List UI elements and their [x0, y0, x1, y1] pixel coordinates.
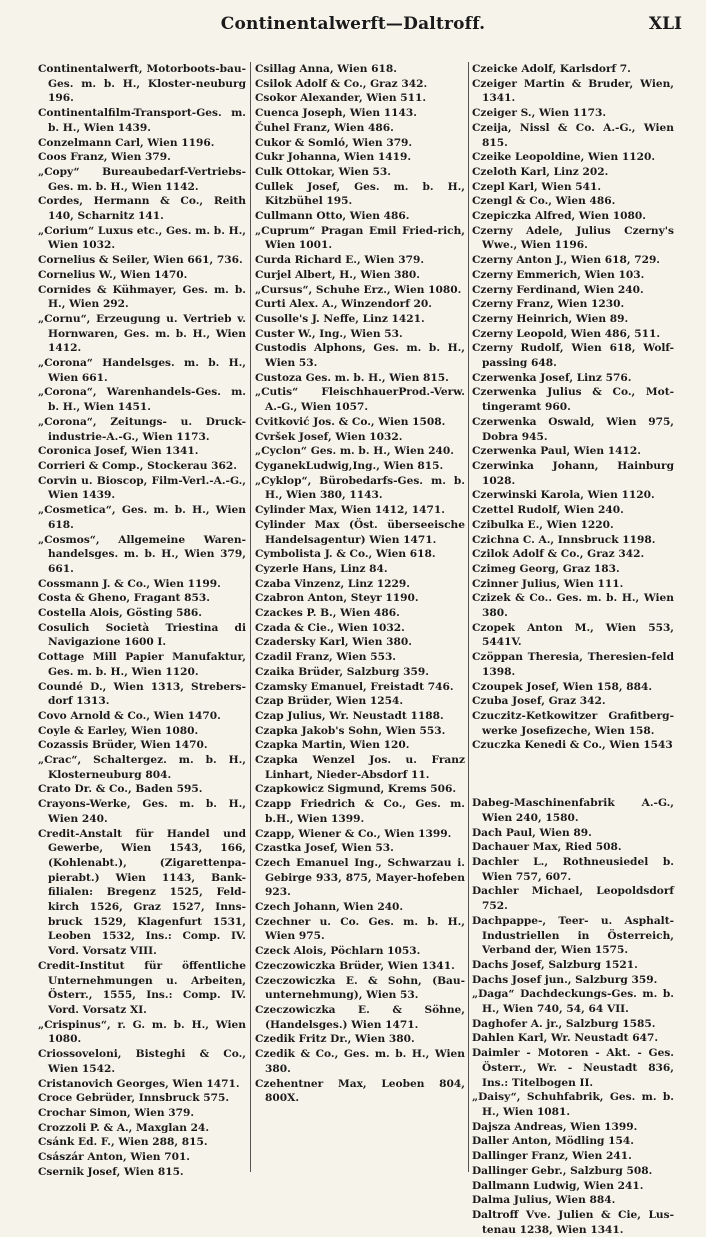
directory-entry: Czech Emanuel Ing., Schwarzau i. Gebirge 933, 875, Mayer-hofeben 923. — [255, 856, 465, 899]
directory-entry: Curda Richard E., Wien 379. — [255, 254, 425, 267]
directory-entry: Czilok Adolf & Co., Graz 342. — [472, 548, 645, 561]
directory-entry: Dachler Michael, Leopoldsdorf 752. — [472, 885, 674, 913]
directory-entry: Costella Alois, Gösting 586. — [38, 607, 202, 620]
directory-entry: CyganekLudwig,Ing., Wien 815. — [255, 459, 444, 472]
directory-entry: Czeczowiczka E. & Sohn, (Bau-unternehmung), Wien 53. — [255, 974, 465, 1002]
page-header — [0, 14, 706, 44]
directory-entry: Czuczka Kenedi & Co., Wien 1543 — [472, 739, 673, 752]
directory-entry: Czizek & Co.. Ges. m. b. H., Wien 380. — [472, 592, 674, 620]
directory-entry: Daller Anton, Mödling 154. — [472, 1135, 634, 1148]
directory-entry: Cylinder Max, Wien 1412, 1471. — [255, 504, 445, 517]
directory-entry: Czada & Cie., Wien 1032. — [255, 621, 405, 634]
directory-entry: Curjel Albert, H., Wien 380. — [255, 268, 420, 281]
directory-entry: Czeczowiczka Brüder, Wien 1341. — [255, 959, 455, 972]
directory-entry: Czettel Rudolf, Wien 240. — [472, 504, 624, 517]
column-3 — [472, 62, 674, 1236]
directory-entry: Czerwenka Julius & Co., Mot-tingeramt 960. — [472, 386, 674, 414]
directory-entry: Curti Alex. A., Winzendorf 20. — [255, 298, 432, 311]
column-divider — [468, 62, 469, 1172]
directory-entry: Dabeg-Maschinenfabrik A.-G., Wien 240, 1580. — [472, 797, 674, 824]
directory-entry: Czapkowicz Sigmund, Krems 506. — [255, 783, 457, 796]
directory-entry: Cosulich Società Triestina di Navigazione 1600 I. — [38, 621, 246, 649]
directory-entry: Credit-Institut für öffentliche Unternehmungen u. Arbeiten, Österr., 1555, Ins.: Comp. IV. Vord. Vorsatz XI. — [38, 959, 246, 1016]
directory-entry: „Cosmetica“, Ges. m. b. H., Wien 618. — [38, 504, 246, 531]
directory-entry: Czerwenka Josef, Linz 576. — [472, 371, 632, 384]
directory-entry: Crozzoli P. & A., Maxglan 24. — [38, 1121, 210, 1134]
directory-entry: „Corona“, Warenhandels-Ges. m. b. H., Wien 1451. — [38, 386, 246, 414]
directory-entry: Czeiger S., Wien 1173. — [472, 107, 607, 120]
section-gap — [472, 764, 674, 786]
directory-entry: Dachler L., Rothneusiedel b. Wien 757, 607. — [472, 856, 674, 883]
directory-entry: Covo Arnold & Co., Wien 1470. — [38, 709, 221, 722]
directory-entry: Czapka Martin, Wien 120. — [255, 739, 410, 752]
directory-entry: Czackes P. B., Wien 486. — [255, 607, 400, 620]
directory-entry: Czedik Fritz Dr., Wien 380. — [255, 1033, 415, 1046]
directory-entry: Dach Paul, Wien 89. — [472, 826, 592, 839]
directory-entry: Csernik Josef, Wien 815. — [38, 1165, 184, 1178]
directory-entry: „Corona“ Handelsges. m. b. H., Wien 661. — [38, 357, 246, 384]
directory-entry: „Crispinus“, r. G. m. b. H., Wien 1080. — [38, 1018, 246, 1046]
directory-entry: Czimeg Georg, Graz 183. — [472, 562, 620, 575]
directory-entry: Cornides & Kühmayer, Ges. m. b. H., Wien 292. — [38, 283, 246, 311]
directory-entry: Czamsky Emanuel, Freistadt 746. — [255, 680, 454, 693]
page-number: XLI — [648, 14, 682, 34]
directory-entry: „Cursus“, Schuhe Erz., Wien 1080. — [255, 283, 462, 296]
directory-entry: Cukr Johanna, Wien 1419. — [255, 151, 412, 164]
directory-entry: Cordes, Hermann & Co., Reith 140, Scharnitz 141. — [38, 195, 246, 223]
directory-entry: Coyle & Earley, Wien 1080. — [38, 724, 199, 737]
directory-entry: Continentalfilm-Transport-Ges. m. b. H., Wien 1439. — [38, 107, 246, 134]
directory-entry: Cuenca Joseph, Wien 1143. — [255, 107, 417, 120]
directory-entry: Dallinger Franz, Wien 241. — [472, 1150, 632, 1163]
directory-entry: Czöppan Theresia, Theresien-feld 1398. — [472, 651, 674, 678]
directory-entry: Czadersky Karl, Wien 380. — [255, 636, 412, 649]
directory-entry: „Daga“ Dachdeckungs-Ges. m. b. H., Wien 740, 54, 64 VII. — [472, 988, 674, 1016]
directory-entry: „Corium“ Luxus etc., Ges. m. b. H., Wien 1032. — [38, 224, 246, 252]
directory-entry: Credit-Anstalt für Handel und Gewerbe, Wien 1543, 166, (Kohlenabt.), (Zigarettenpa-pierabt.) Wien 1143, Bank-filialen: Bregenz 1525, Feld-kirch 1526, Graz 1527, Inns-bruck 1529, Klagenfurt 1531, Leoben 1532, Ins.: Comp. IV. Vord. Vorsatz VIII. — [38, 827, 246, 958]
directory-entry: Czabron Anton, Steyr 1190. — [255, 592, 419, 605]
directory-entry: Cottage Mill Papier Manufaktur, Ges. m. b. H., Wien 1120. — [38, 651, 246, 678]
directory-entry: „Daisy“, Schuhfabrik, Ges. m. b. H., Wien 1081. — [472, 1091, 674, 1118]
directory-entry: Csillag Anna, Wien 618. — [255, 63, 397, 75]
directory-entry: Czerwenka Paul, Wien 1412. — [472, 445, 641, 458]
directory-entry: Czapp, Wiener & Co., Wien 1399. — [255, 827, 452, 840]
directory-entry: Croce Gebrüder, Innsbruck 575. — [38, 1092, 230, 1105]
directory-entry: Cristanovich Georges, Wien 1471. — [38, 1077, 240, 1090]
directory-entry: Custer W., Ing., Wien 53. — [255, 327, 403, 340]
directory-entry: „Crac“, Schaltergez. m. b. H., Klosterneuburg 804. — [38, 754, 246, 781]
directory-entry: Cozassis Brüder, Wien 1470. — [38, 739, 208, 752]
directory-entry: Czibulka E., Wien 1220. — [472, 518, 614, 531]
directory-entry: Čuhel Franz, Wien 486. — [255, 121, 394, 134]
directory-entry: Dallmann Ludwig, Wien 241. — [472, 1179, 644, 1192]
directory-entry: Czuba Josef, Graz 342. — [472, 695, 606, 708]
directory-entry: Dalma Julius, Wien 884. — [472, 1194, 616, 1207]
column-1 — [38, 62, 246, 1182]
directory-entry: Dahlen Karl, Wr. Neustadt 647. — [472, 1032, 659, 1045]
directory-entry: „Cyklop“, Bürobedarfs-Ges. m. b. H., Wien 380, 1143. — [255, 474, 465, 502]
directory-entry: Cvršek Josef, Wien 1032. — [255, 430, 403, 443]
directory-entry: Cymbolista J. & Co., Wien 618. — [255, 548, 436, 561]
directory-entry: Császár Anton, Wien 701. — [38, 1151, 191, 1164]
directory-entry: Czeija, Nissl & Co. A.-G., Wien 815. — [472, 121, 674, 149]
directory-entry: Czapp Friedrich & Co., Ges. m. b.H., Wien 1399. — [255, 798, 465, 825]
directory-entry: Criossoveloni, Bisteghi & Co., Wien 1542. — [38, 1048, 246, 1075]
directory-entry: „Cuprum“ Pragan Emil Fried-rich, Wien 1001. — [255, 224, 465, 252]
directory-entry: Czerwinka Johann, Hainburg 1028. — [472, 459, 674, 487]
directory-columns — [38, 62, 674, 1236]
directory-entry: Czeloth Karl, Linz 202. — [472, 165, 609, 178]
directory-entry: „Cyclon“ Ges. m. b. H., Wien 240. — [255, 445, 454, 458]
directory-entry: Cylinder Max (Öst. überseeische Handelsagentur) Wien 1471. — [255, 518, 465, 546]
directory-entry: Czepiczka Alfred, Wien 1080. — [472, 210, 646, 223]
directory-entry: „Copy“ Bureaubedarf-Vertriebs-Ges. m. b. H., Wien 1142. — [38, 165, 246, 193]
directory-entry: Cyzerle Hans, Linz 84. — [255, 562, 388, 575]
directory-entry: „Corona“, Zeitungs- u. Druck-industrie-A.-G., Wien 1173. — [38, 415, 246, 443]
directory-entry: Corvin u. Bioscop, Film-Verl.-A.-G., Wien 1439. — [38, 474, 246, 502]
directory-entry: Czap Julius, Wr. Neustadt 1188. — [255, 709, 444, 722]
directory-entry: Continentalwerft, Motorboots-bau-Ges. m. b. H., Kloster-neuburg 196. — [38, 63, 246, 105]
directory-entry: Czap Brüder, Wien 1254. — [255, 695, 404, 708]
directory-entry: Czehentner Max, Leoben 804, 800X. — [255, 1077, 465, 1105]
directory-entry: Cusolle's J. Neffe, Linz 1421. — [255, 312, 425, 325]
directory-entry: Czechner u. Co. Ges. m. b. H., Wien 975. — [255, 915, 465, 943]
directory-entry: Czeczowiczka E. & Söhne, (Handelsges.) Wien 1471. — [255, 1004, 465, 1031]
directory-entry: Crato Dr. & Co., Baden 595. — [38, 783, 203, 796]
directory-entry: Custoza Ges. m. b. H., Wien 815. — [255, 371, 449, 384]
directory-entry: Czadil Franz, Wien 553. — [255, 651, 396, 664]
directory-entry: Czerny Leopold, Wien 486, 511. — [472, 327, 661, 340]
directory-entry: Crayons-Werke, Ges. m. b. H., Wien 240. — [38, 798, 246, 825]
directory-entry: Cullek Josef, Ges. m. b. H., Kitzbühel 195. — [255, 180, 465, 208]
directory-entry: Czepl Karl, Wien 541. — [472, 180, 602, 193]
directory-entry: Cornelius W., Wien 1470. — [38, 268, 188, 281]
directory-entry: Czopek Anton M., Wien 553, 5441V. — [472, 621, 674, 649]
directory-entry: Czinner Julius, Wien 111. — [472, 577, 624, 590]
directory-entry: Czapka Jakob's Sohn, Wien 553. — [255, 724, 446, 737]
directory-entry: Corrieri & Comp., Stockerau 362. — [38, 459, 237, 472]
directory-entry: Dachauer Max, Ried 508. — [472, 841, 622, 854]
column-2 — [255, 62, 465, 1182]
directory-entry: Czengl & Co., Wien 486. — [472, 195, 616, 208]
directory-entry: Coundé D., Wien 1313, Strebers-dorf 1313. — [38, 680, 246, 708]
directory-entry: Culk Ottokar, Wien 53. — [255, 165, 391, 178]
directory-entry: Dachs Josef, Salzburg 1521. — [472, 958, 638, 971]
directory-entry: Czerny Heinrich, Wien 89. — [472, 312, 629, 325]
directory-entry: Czoupek Josef, Wien 158, 884. — [472, 680, 653, 693]
directory-entry: Csokor Alexander, Wien 511. — [255, 92, 427, 105]
directory-entry: Dallinger Gebr., Salzburg 508. — [472, 1164, 653, 1177]
directory-entry: Coronica Josef, Wien 1341. — [38, 445, 199, 458]
directory-entry: Cullmann Otto, Wien 486. — [255, 210, 410, 223]
directory-entry: „Cornu“, Erzeugung u. Vertrieb v. Hornwaren, Ges. m. b. H., Wien 1412. — [38, 312, 246, 355]
directory-entry: Czerny Anton J., Wien 618, 729. — [472, 254, 660, 267]
directory-entry: Dachpappe-, Teer- u. Asphalt-Industriellen in Österreich, Verband der, Wien 1575. — [472, 914, 674, 957]
directory-entry: Czeike Leopoldine, Wien 1120. — [472, 151, 656, 164]
directory-entry: Coos Franz, Wien 379. — [38, 151, 171, 164]
directory-entry: Czerny Emmerich, Wien 103. — [472, 268, 645, 281]
directory-entry: Czeck Alois, Pöchlarn 1053. — [255, 945, 421, 958]
directory-entry: Czeiger Martin & Bruder, Wien, 1341. — [472, 77, 674, 105]
directory-entry: Cornelius & Seiler, Wien 661, 736. — [38, 254, 243, 267]
directory-entry: Czuczitz-Ketkowitzer Grafitberg-werke Josefizeche, Wien 158. — [472, 709, 674, 737]
directory-entry: Cukor & Somló, Wien 379. — [255, 136, 413, 149]
directory-entry: Czech Johann, Wien 240. — [255, 901, 404, 914]
directory-entry: Czerwinski Karola, Wien 1120. — [472, 489, 655, 502]
directory-entry: „Cutis“ FleischhauerProd.-Verw. A.-G., Wien 1057. — [255, 386, 465, 414]
directory-entry: Czerwenka Oswald, Wien 975, Dobra 945. — [472, 415, 674, 443]
directory-entry: Crochar Simon, Wien 379. — [38, 1106, 195, 1119]
directory-entry: Czedik & Co., Ges. m. b. H., Wien 380. — [255, 1048, 465, 1075]
directory-entry: Czerny Rudolf, Wien 618, Wolf-passing 648. — [472, 342, 674, 370]
directory-entry: Czaika Brüder, Salzburg 359. — [255, 665, 429, 678]
directory-entry: Csilok Adolf & Co., Graz 342. — [255, 77, 428, 90]
directory-entry: Daghofer A. jr., Salzburg 1585. — [472, 1017, 656, 1030]
directory-entry: Czerny Adele, Julius Czerny's Wwe., Wien 1196. — [472, 224, 674, 252]
directory-entry: Czichna C. A., Innsbruck 1198. — [472, 533, 656, 546]
directory-entry: Czeicke Adolf, Karlsdorf 7. — [472, 63, 631, 75]
directory-entry: Custodis Alphons, Ges. m. b. H., Wien 53. — [255, 342, 465, 370]
directory-entry: Daimler - Motoren - Akt. - Ges. Österr., Wr. - Neustadt 836, Ins.: Titelbogen II. — [472, 1047, 674, 1089]
directory-entry: Czastka Josef, Wien 53. — [255, 842, 394, 855]
page-title: Continentalwerft—Daltroff. — [220, 14, 486, 34]
directory-entry: Cvitković Jos. & Co., Wien 1508. — [255, 415, 446, 428]
directory-entry: Dachs Josef jun., Salzburg 359. — [472, 973, 658, 986]
directory-entry: Czerny Franz, Wien 1230. — [472, 298, 625, 311]
directory-entry: Czapka Wenzel Jos. u. Franz Linhart, Nieder-Absdorf 11. — [255, 754, 465, 781]
directory-entry: Conzelmann Carl, Wien 1196. — [38, 136, 215, 149]
directory-entry: Czaba Vinzenz, Linz 1229. — [255, 577, 410, 590]
directory-entry: Czerny Ferdinand, Wien 240. — [472, 283, 644, 296]
directory-entry: Csánk Ed. F., Wien 288, 815. — [38, 1136, 208, 1149]
directory-entry: „Cosmos“, Allgemeine Waren-handelsges. m. b. H., Wien 379, 661. — [38, 533, 246, 575]
directory-entry: Cossmann J. & Co., Wien 1199. — [38, 577, 221, 590]
directory-entry: Costa & Gheno, Fragant 853. — [38, 592, 210, 605]
column-divider — [250, 62, 251, 1172]
directory-entry: Daltroff Vve. Julien & Cie, Lus-tenau 1238, Wien 1341. — [472, 1208, 674, 1236]
directory-entry: Dajsza Andreas, Wien 1399. — [472, 1120, 638, 1133]
